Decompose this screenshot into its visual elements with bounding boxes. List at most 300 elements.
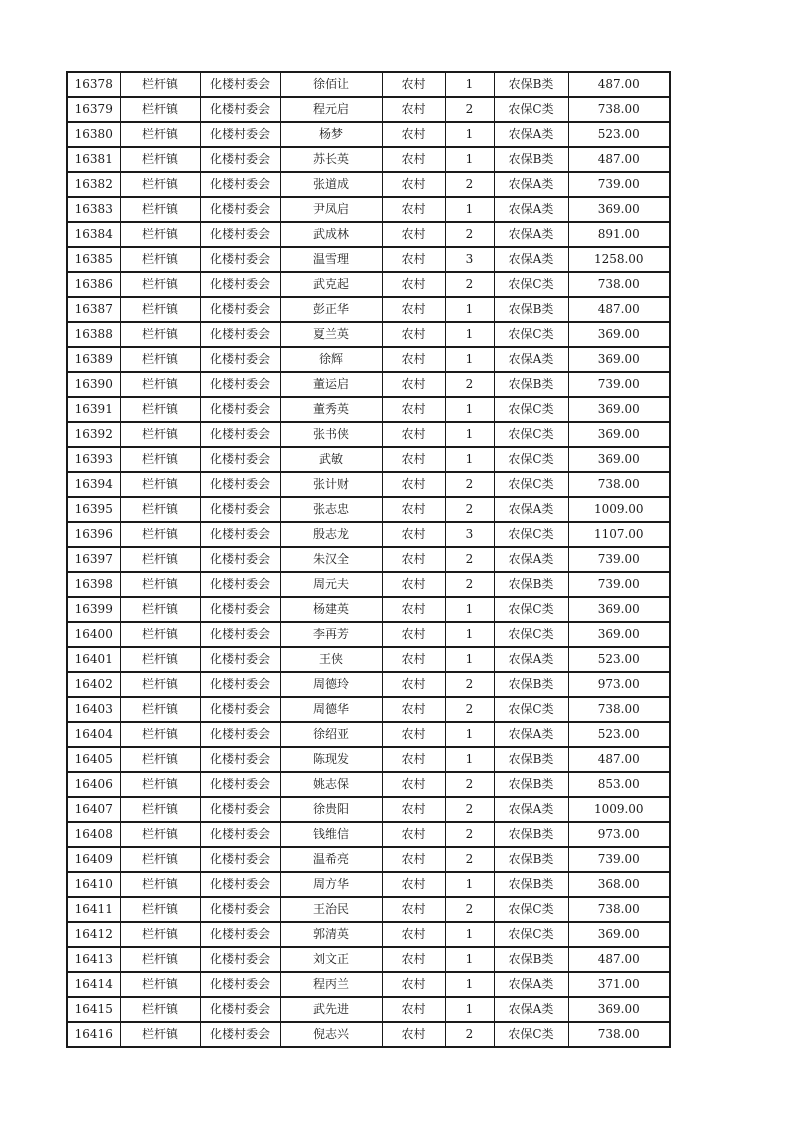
- table-cell-person_count: 1: [445, 72, 494, 97]
- table-cell-insurance_category: 农保A类: [494, 972, 568, 997]
- table-cell-amount: 739.00: [568, 572, 670, 597]
- table-cell-insurance_category: 农保B类: [494, 672, 568, 697]
- table-cell-residence_type: 农村: [382, 872, 445, 897]
- table-cell-person_name: 杨建英: [280, 597, 382, 622]
- table-cell-person_count: 1: [445, 647, 494, 672]
- table-cell-person_count: 1: [445, 922, 494, 947]
- table-cell-village_committee: 化楼村委会: [200, 997, 280, 1022]
- table-cell-serial_number: 16381: [67, 147, 120, 172]
- table-cell-insurance_category: 农保B类: [494, 747, 568, 772]
- table-cell-person_name: 程元启: [280, 97, 382, 122]
- table-cell-person_name: 张计财: [280, 472, 382, 497]
- table-cell-person_name: 徐贵阳: [280, 797, 382, 822]
- table-cell-insurance_category: 农保A类: [494, 797, 568, 822]
- table-row: [67, 422, 670, 447]
- table-cell-person_name: 朱汉全: [280, 547, 382, 572]
- table-cell-insurance_category: 农保A类: [494, 122, 568, 147]
- table-cell-residence_type: 农村: [382, 772, 445, 797]
- table-cell-amount: 1009.00: [568, 797, 670, 822]
- table-cell-insurance_category: 农保B类: [494, 822, 568, 847]
- table-cell-insurance_category: 农保A类: [494, 197, 568, 222]
- table-cell-insurance_category: 农保C类: [494, 322, 568, 347]
- table-cell-person_name: 周德华: [280, 697, 382, 722]
- table-cell-amount: 973.00: [568, 672, 670, 697]
- table-cell-person_count: 2: [445, 847, 494, 872]
- table-cell-town: 栏杆镇: [120, 447, 200, 472]
- table-row: [67, 522, 670, 547]
- table-cell-residence_type: 农村: [382, 247, 445, 272]
- table-cell-village_committee: 化楼村委会: [200, 822, 280, 847]
- table-cell-amount: 487.00: [568, 72, 670, 97]
- table-cell-residence_type: 农村: [382, 422, 445, 447]
- table-cell-amount: 487.00: [568, 947, 670, 972]
- table-cell-town: 栏杆镇: [120, 497, 200, 522]
- table-cell-person_count: 2: [445, 372, 494, 397]
- table-cell-person_count: 1: [445, 447, 494, 472]
- table-cell-town: 栏杆镇: [120, 922, 200, 947]
- table-cell-insurance_category: 农保C类: [494, 472, 568, 497]
- table-cell-residence_type: 农村: [382, 347, 445, 372]
- table-row: [67, 747, 670, 772]
- table-cell-village_committee: 化楼村委会: [200, 97, 280, 122]
- table-cell-serial_number: 16380: [67, 122, 120, 147]
- table-cell-town: 栏杆镇: [120, 197, 200, 222]
- table-row: [67, 722, 670, 747]
- table-cell-person_count: 1: [445, 297, 494, 322]
- table-cell-person_name: 武敏: [280, 447, 382, 472]
- table-cell-insurance_category: 农保B类: [494, 847, 568, 872]
- table-cell-amount: 739.00: [568, 372, 670, 397]
- table-cell-residence_type: 农村: [382, 447, 445, 472]
- table-cell-serial_number: 16416: [67, 1022, 120, 1047]
- table-cell-person_count: 1: [445, 722, 494, 747]
- table-cell-village_committee: 化楼村委会: [200, 522, 280, 547]
- table-cell-residence_type: 农村: [382, 622, 445, 647]
- table-cell-person_count: 1: [445, 872, 494, 897]
- table-row: [67, 397, 670, 422]
- table-cell-person_name: 武先进: [280, 997, 382, 1022]
- table-cell-serial_number: 16410: [67, 872, 120, 897]
- table-cell-serial_number: 16409: [67, 847, 120, 872]
- table-cell-amount: 369.00: [568, 397, 670, 422]
- table-cell-amount: 738.00: [568, 1022, 670, 1047]
- table-row: [67, 647, 670, 672]
- table-cell-amount: 738.00: [568, 697, 670, 722]
- table-cell-person_name: 彭正华: [280, 297, 382, 322]
- table-row: [67, 222, 670, 247]
- table-cell-person_count: 2: [445, 797, 494, 822]
- table-cell-person_count: 1: [445, 622, 494, 647]
- table-cell-village_committee: 化楼村委会: [200, 447, 280, 472]
- table-row: [67, 947, 670, 972]
- table-cell-insurance_category: 农保C类: [494, 272, 568, 297]
- table-cell-serial_number: 16386: [67, 272, 120, 297]
- table-cell-insurance_category: 农保A类: [494, 172, 568, 197]
- table-cell-amount: 738.00: [568, 97, 670, 122]
- table-cell-residence_type: 农村: [382, 397, 445, 422]
- table-cell-residence_type: 农村: [382, 747, 445, 772]
- table-cell-village_committee: 化楼村委会: [200, 722, 280, 747]
- table-cell-serial_number: 16396: [67, 522, 120, 547]
- table-cell-person_count: 2: [445, 1022, 494, 1047]
- table-cell-amount: 371.00: [568, 972, 670, 997]
- table-cell-residence_type: 农村: [382, 547, 445, 572]
- table-cell-residence_type: 农村: [382, 122, 445, 147]
- table-cell-town: 栏杆镇: [120, 622, 200, 647]
- table-cell-village_committee: 化楼村委会: [200, 347, 280, 372]
- table-cell-serial_number: 16398: [67, 572, 120, 597]
- table-cell-residence_type: 农村: [382, 297, 445, 322]
- table-cell-person_count: 2: [445, 672, 494, 697]
- table-cell-insurance_category: 农保C类: [494, 97, 568, 122]
- table-cell-town: 栏杆镇: [120, 397, 200, 422]
- table-cell-residence_type: 农村: [382, 72, 445, 97]
- table-cell-insurance_category: 农保C类: [494, 397, 568, 422]
- payment-table: [66, 71, 671, 1048]
- table-cell-amount: 738.00: [568, 272, 670, 297]
- table-cell-person_count: 3: [445, 247, 494, 272]
- table-cell-person_count: 2: [445, 572, 494, 597]
- table-cell-town: 栏杆镇: [120, 97, 200, 122]
- table-cell-insurance_category: 农保A类: [494, 497, 568, 522]
- table-cell-person_name: 周德玲: [280, 672, 382, 697]
- table-cell-town: 栏杆镇: [120, 772, 200, 797]
- table-cell-insurance_category: 农保A类: [494, 722, 568, 747]
- table-row: [67, 372, 670, 397]
- table-cell-person_name: 郭清英: [280, 922, 382, 947]
- table-cell-amount: 487.00: [568, 297, 670, 322]
- table-cell-insurance_category: 农保C类: [494, 522, 568, 547]
- table-row: [67, 797, 670, 822]
- table-cell-residence_type: 农村: [382, 97, 445, 122]
- table-cell-town: 栏杆镇: [120, 797, 200, 822]
- table-cell-amount: 369.00: [568, 197, 670, 222]
- table-cell-person_count: 2: [445, 497, 494, 522]
- table-cell-town: 栏杆镇: [120, 647, 200, 672]
- table-cell-person_name: 周元夫: [280, 572, 382, 597]
- table-cell-amount: 738.00: [568, 897, 670, 922]
- table-cell-town: 栏杆镇: [120, 722, 200, 747]
- table-cell-person_count: 2: [445, 172, 494, 197]
- table-cell-village_committee: 化楼村委会: [200, 1022, 280, 1047]
- table-cell-person_name: 陈现发: [280, 747, 382, 772]
- table-row: [67, 122, 670, 147]
- table-cell-serial_number: 16393: [67, 447, 120, 472]
- table-cell-person_name: 张道成: [280, 172, 382, 197]
- table-cell-amount: 739.00: [568, 847, 670, 872]
- table-cell-residence_type: 农村: [382, 597, 445, 622]
- table-cell-serial_number: 16379: [67, 97, 120, 122]
- table-cell-person_name: 徐辉: [280, 347, 382, 372]
- table-cell-village_committee: 化楼村委会: [200, 797, 280, 822]
- table-row: [67, 272, 670, 297]
- table-cell-town: 栏杆镇: [120, 472, 200, 497]
- table-cell-person_count: 1: [445, 972, 494, 997]
- table-cell-village_committee: 化楼村委会: [200, 897, 280, 922]
- table-cell-amount: 369.00: [568, 622, 670, 647]
- table-cell-village_committee: 化楼村委会: [200, 572, 280, 597]
- table-cell-person_name: 李再芳: [280, 622, 382, 647]
- table-cell-amount: 973.00: [568, 822, 670, 847]
- table-cell-serial_number: 16404: [67, 722, 120, 747]
- table-cell-amount: 523.00: [568, 722, 670, 747]
- table-cell-insurance_category: 农保B类: [494, 872, 568, 897]
- table-cell-person_name: 张志忠: [280, 497, 382, 522]
- table-cell-insurance_category: 农保C类: [494, 897, 568, 922]
- table-cell-serial_number: 16390: [67, 372, 120, 397]
- table-cell-person_count: 2: [445, 772, 494, 797]
- table-cell-serial_number: 16388: [67, 322, 120, 347]
- table-cell-amount: 487.00: [568, 747, 670, 772]
- table-cell-residence_type: 农村: [382, 172, 445, 197]
- table-cell-amount: 523.00: [568, 122, 670, 147]
- table-cell-residence_type: 农村: [382, 572, 445, 597]
- table-cell-insurance_category: 农保C类: [494, 697, 568, 722]
- table-cell-residence_type: 农村: [382, 822, 445, 847]
- table-cell-amount: 368.00: [568, 872, 670, 897]
- table-cell-insurance_category: 农保A类: [494, 222, 568, 247]
- table-cell-village_committee: 化楼村委会: [200, 622, 280, 647]
- table-cell-village_committee: 化楼村委会: [200, 697, 280, 722]
- table-cell-serial_number: 16412: [67, 922, 120, 947]
- table-cell-serial_number: 16411: [67, 897, 120, 922]
- table-row: [67, 197, 670, 222]
- table-row: [67, 147, 670, 172]
- table-cell-amount: 739.00: [568, 547, 670, 572]
- table-cell-person_name: 程丙兰: [280, 972, 382, 997]
- table-cell-village_committee: 化楼村委会: [200, 847, 280, 872]
- table-cell-insurance_category: 农保C类: [494, 622, 568, 647]
- table-cell-amount: 369.00: [568, 422, 670, 447]
- table-cell-residence_type: 农村: [382, 797, 445, 822]
- table-row: [67, 697, 670, 722]
- table-cell-residence_type: 农村: [382, 947, 445, 972]
- table-cell-village_committee: 化楼村委会: [200, 947, 280, 972]
- table-cell-serial_number: 16392: [67, 422, 120, 447]
- table-cell-town: 栏杆镇: [120, 747, 200, 772]
- table-cell-amount: 369.00: [568, 322, 670, 347]
- table-cell-town: 栏杆镇: [120, 222, 200, 247]
- table-cell-person_count: 1: [445, 122, 494, 147]
- table-cell-residence_type: 农村: [382, 372, 445, 397]
- table-row: [67, 447, 670, 472]
- table-cell-person_name: 殷志龙: [280, 522, 382, 547]
- table-row: [67, 872, 670, 897]
- table-cell-person_count: 2: [445, 272, 494, 297]
- table-cell-residence_type: 农村: [382, 197, 445, 222]
- table-cell-insurance_category: 农保B类: [494, 147, 568, 172]
- table-cell-town: 栏杆镇: [120, 697, 200, 722]
- table-row: [67, 847, 670, 872]
- table-cell-village_committee: 化楼村委会: [200, 872, 280, 897]
- table-cell-insurance_category: 农保B类: [494, 72, 568, 97]
- table-cell-town: 栏杆镇: [120, 147, 200, 172]
- table-cell-town: 栏杆镇: [120, 247, 200, 272]
- table-cell-village_committee: 化楼村委会: [200, 472, 280, 497]
- table-cell-serial_number: 16414: [67, 972, 120, 997]
- table-cell-person_name: 武克起: [280, 272, 382, 297]
- table-cell-residence_type: 农村: [382, 997, 445, 1022]
- table-cell-serial_number: 16397: [67, 547, 120, 572]
- table-cell-insurance_category: 农保A类: [494, 647, 568, 672]
- table-cell-village_committee: 化楼村委会: [200, 297, 280, 322]
- table-cell-town: 栏杆镇: [120, 822, 200, 847]
- table-cell-insurance_category: 农保B类: [494, 772, 568, 797]
- table-cell-insurance_category: 农保C类: [494, 597, 568, 622]
- table-cell-village_committee: 化楼村委会: [200, 672, 280, 697]
- table-row: [67, 497, 670, 522]
- table-cell-residence_type: 农村: [382, 522, 445, 547]
- table-cell-town: 栏杆镇: [120, 372, 200, 397]
- table-cell-amount: 739.00: [568, 172, 670, 197]
- table-cell-serial_number: 16401: [67, 647, 120, 672]
- table-cell-town: 栏杆镇: [120, 297, 200, 322]
- table-cell-town: 栏杆镇: [120, 172, 200, 197]
- table-cell-village_committee: 化楼村委会: [200, 222, 280, 247]
- table-cell-village_committee: 化楼村委会: [200, 647, 280, 672]
- table-cell-person_count: 1: [445, 947, 494, 972]
- table-cell-village_committee: 化楼村委会: [200, 197, 280, 222]
- table-cell-person_count: 2: [445, 222, 494, 247]
- table-cell-person_count: 1: [445, 422, 494, 447]
- table-row: [67, 897, 670, 922]
- table-cell-person_name: 尹凤启: [280, 197, 382, 222]
- table-cell-residence_type: 农村: [382, 1022, 445, 1047]
- table-cell-person_name: 周方华: [280, 872, 382, 897]
- table-row: [67, 972, 670, 997]
- table-cell-amount: 369.00: [568, 997, 670, 1022]
- table-cell-residence_type: 农村: [382, 497, 445, 522]
- table-cell-person_count: 2: [445, 897, 494, 922]
- table-cell-amount: 369.00: [568, 922, 670, 947]
- table-cell-person_count: 1: [445, 197, 494, 222]
- table-row: [67, 247, 670, 272]
- table-cell-person_count: 2: [445, 472, 494, 497]
- table-cell-residence_type: 农村: [382, 322, 445, 347]
- table-cell-village_committee: 化楼村委会: [200, 422, 280, 447]
- table-cell-person_name: 夏兰英: [280, 322, 382, 347]
- table-row: [67, 997, 670, 1022]
- table-cell-insurance_category: 农保C类: [494, 422, 568, 447]
- table-cell-person_name: 董秀英: [280, 397, 382, 422]
- table-cell-serial_number: 16387: [67, 297, 120, 322]
- table-cell-village_committee: 化楼村委会: [200, 597, 280, 622]
- table-cell-insurance_category: 农保A类: [494, 997, 568, 1022]
- table-cell-person_name: 苏长英: [280, 147, 382, 172]
- table-cell-village_committee: 化楼村委会: [200, 972, 280, 997]
- table-cell-serial_number: 16391: [67, 397, 120, 422]
- table-row: [67, 672, 670, 697]
- table-row: [67, 297, 670, 322]
- table-cell-person_count: 1: [445, 147, 494, 172]
- table-cell-serial_number: 16402: [67, 672, 120, 697]
- table-cell-serial_number: 16399: [67, 597, 120, 622]
- table-row: [67, 72, 670, 97]
- table-cell-residence_type: 农村: [382, 147, 445, 172]
- table-cell-serial_number: 16415: [67, 997, 120, 1022]
- table-cell-person_name: 钱维信: [280, 822, 382, 847]
- table-cell-serial_number: 16383: [67, 197, 120, 222]
- table-cell-village_committee: 化楼村委会: [200, 747, 280, 772]
- table-cell-residence_type: 农村: [382, 722, 445, 747]
- table-cell-amount: 523.00: [568, 647, 670, 672]
- table-cell-serial_number: 16413: [67, 947, 120, 972]
- table-cell-serial_number: 16384: [67, 222, 120, 247]
- table-cell-town: 栏杆镇: [120, 1022, 200, 1047]
- table-cell-town: 栏杆镇: [120, 72, 200, 97]
- table-cell-person_count: 1: [445, 347, 494, 372]
- table-cell-person_count: 1: [445, 322, 494, 347]
- table-cell-serial_number: 16405: [67, 747, 120, 772]
- table-cell-person_name: 温希亮: [280, 847, 382, 872]
- table-cell-residence_type: 农村: [382, 647, 445, 672]
- table-cell-insurance_category: 农保B类: [494, 947, 568, 972]
- table-cell-town: 栏杆镇: [120, 872, 200, 897]
- table-cell-person_name: 徐佰让: [280, 72, 382, 97]
- table-cell-person_count: 2: [445, 547, 494, 572]
- table-cell-insurance_category: 农保C类: [494, 922, 568, 947]
- table-cell-person_name: 董运启: [280, 372, 382, 397]
- table-cell-residence_type: 农村: [382, 222, 445, 247]
- table-body: [67, 72, 670, 1047]
- table-cell-village_committee: 化楼村委会: [200, 172, 280, 197]
- table-row: [67, 97, 670, 122]
- table-cell-insurance_category: 农保C类: [494, 1022, 568, 1047]
- table-cell-person_name: 张书侠: [280, 422, 382, 447]
- table-cell-village_committee: 化楼村委会: [200, 247, 280, 272]
- table-cell-serial_number: 16385: [67, 247, 120, 272]
- table-cell-town: 栏杆镇: [120, 672, 200, 697]
- table-cell-insurance_category: 农保A类: [494, 247, 568, 272]
- table-cell-village_committee: 化楼村委会: [200, 372, 280, 397]
- table-cell-residence_type: 农村: [382, 972, 445, 997]
- table-cell-person_count: 1: [445, 747, 494, 772]
- table-cell-village_committee: 化楼村委会: [200, 322, 280, 347]
- table-cell-amount: 853.00: [568, 772, 670, 797]
- table-cell-town: 栏杆镇: [120, 897, 200, 922]
- table-cell-serial_number: 16408: [67, 822, 120, 847]
- table-cell-amount: 487.00: [568, 147, 670, 172]
- table-cell-town: 栏杆镇: [120, 572, 200, 597]
- table-cell-town: 栏杆镇: [120, 322, 200, 347]
- table-cell-insurance_category: 农保B类: [494, 372, 568, 397]
- table-cell-amount: 369.00: [568, 597, 670, 622]
- table-cell-town: 栏杆镇: [120, 947, 200, 972]
- table-cell-person_name: 倪志兴: [280, 1022, 382, 1047]
- table-row: [67, 1022, 670, 1047]
- table-cell-insurance_category: 农保A类: [494, 347, 568, 372]
- table-row: [67, 622, 670, 647]
- table-cell-town: 栏杆镇: [120, 422, 200, 447]
- table-cell-person_name: 王侠: [280, 647, 382, 672]
- table-cell-person_name: 王治民: [280, 897, 382, 922]
- table-cell-serial_number: 16394: [67, 472, 120, 497]
- table-cell-village_committee: 化楼村委会: [200, 147, 280, 172]
- table-cell-person_name: 徐绍亚: [280, 722, 382, 747]
- table-cell-town: 栏杆镇: [120, 122, 200, 147]
- table-cell-town: 栏杆镇: [120, 847, 200, 872]
- table-cell-town: 栏杆镇: [120, 272, 200, 297]
- table-cell-amount: 1009.00: [568, 497, 670, 522]
- table-cell-town: 栏杆镇: [120, 522, 200, 547]
- table-cell-person_name: 姚志保: [280, 772, 382, 797]
- table-cell-person_count: 3: [445, 522, 494, 547]
- table-cell-town: 栏杆镇: [120, 997, 200, 1022]
- table-cell-town: 栏杆镇: [120, 347, 200, 372]
- table-cell-serial_number: 16407: [67, 797, 120, 822]
- table-cell-serial_number: 16389: [67, 347, 120, 372]
- table-cell-person_count: 2: [445, 822, 494, 847]
